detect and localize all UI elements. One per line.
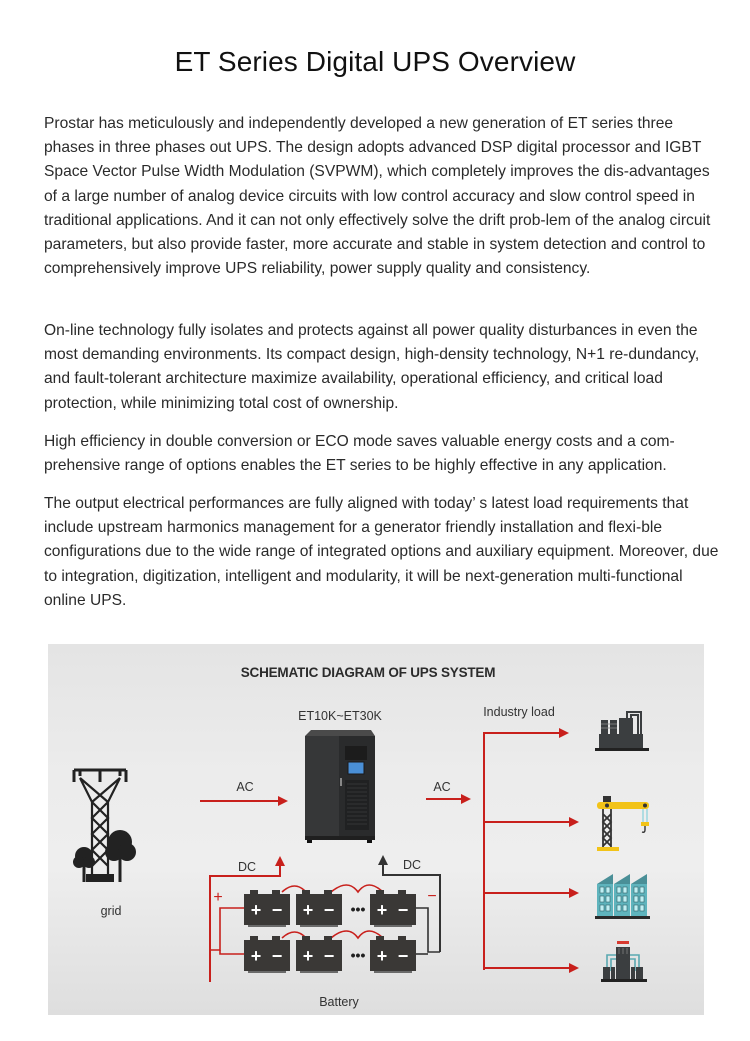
negative-sign: − — [427, 888, 437, 905]
refinery-icon — [595, 712, 649, 751]
ups-cabinet-icon — [305, 730, 375, 843]
power-tower-icon — [73, 770, 136, 882]
intro-paragraph: Prostar has meticulously and independently developed a new generation of ET series three phases in three phases out UPS. The design adopts advanced DSP digital processor and IGBT Space Vector Pulse Width Modulation (SVPWM), which completely improves the dis-advantages of a large number of analog device circuits with low control accuracy and slow control speed in traditional applications. And it can not only effectively solve the drift prob-lem of the analog circuit parameters, but also provide faster, more accurate and stable in system detection and control to comprehensively improve UPS reliability, power supply quality and consistency. — [44, 115, 711, 278]
ac-output-label: AC — [433, 780, 451, 794]
dc-positive-label: DC — [237, 860, 257, 874]
crane-icon — [597, 796, 649, 851]
svg-text:−: − — [323, 900, 335, 920]
industry-load-label: Industry load — [483, 705, 555, 719]
svg-text:−: − — [397, 900, 409, 920]
positive-sign: + — [213, 889, 223, 906]
battery-cell — [296, 890, 342, 927]
battery-label: Battery — [319, 995, 359, 1009]
battery-cell — [244, 890, 290, 927]
ups-schematic-diagram — [48, 644, 704, 1015]
battery-bank — [244, 890, 416, 973]
battery-cell — [370, 890, 416, 927]
svg-text:+: + — [376, 946, 388, 966]
plant-icon — [601, 941, 647, 982]
battery-series-ellipsis: ••• — [350, 947, 366, 963]
svg-text:−: − — [323, 946, 335, 966]
factory-icon — [595, 874, 650, 919]
online-technology-paragraph: On-line technology fully isolates and protects against all power quality disturbances in even the most demanding environments. Its compact design, high-density technology, N+1 re-dundancy, and fault-tolerant architecture maximize availability, operational efficiency, and critical load protection, while minimizing total cost of ownership. — [44, 322, 700, 412]
svg-text:+: + — [302, 900, 314, 920]
svg-text:−: − — [397, 946, 409, 966]
ups-model-label: ET10K~ET30K — [298, 709, 382, 723]
page-title: ET Series Digital UPS Overview — [174, 46, 576, 77]
grid-label: grid — [100, 904, 122, 918]
load-distribution-bus — [484, 733, 577, 970]
output-performance-paragraph: The output electrical performances are fully aligned with today’ s latest load requirements that include upstream harmonics management for a generator friendly installation and flexi-ble configurations due to the wide range of integrated options and auxiliary equipment. Moreover, due to integration, digitization, intelligent and modularity, it will be next-generation multi-functional online UPS. — [44, 495, 719, 609]
battery-cell — [244, 936, 290, 973]
svg-text:+: + — [250, 900, 262, 920]
battery-cell — [296, 936, 342, 973]
ac-input-label: AC — [236, 780, 254, 794]
svg-text:+: + — [376, 900, 388, 920]
battery-cell — [370, 936, 416, 973]
efficiency-paragraph: High efficiency in double conversion or ECO mode saves valuable energy costs and a com-prehensive range of options enables the ET series to be highly effective in any application. — [44, 433, 675, 475]
svg-text:+: + — [302, 946, 314, 966]
svg-text:−: − — [271, 900, 283, 920]
battery-series-ellipsis: ••• — [350, 901, 366, 917]
svg-text:+: + — [250, 946, 262, 966]
dc-negative-label: DC — [402, 858, 422, 872]
svg-text:−: − — [271, 946, 283, 966]
diagram-title: SCHEMATIC DIAGRAM OF UPS SYSTEM — [240, 665, 496, 680]
